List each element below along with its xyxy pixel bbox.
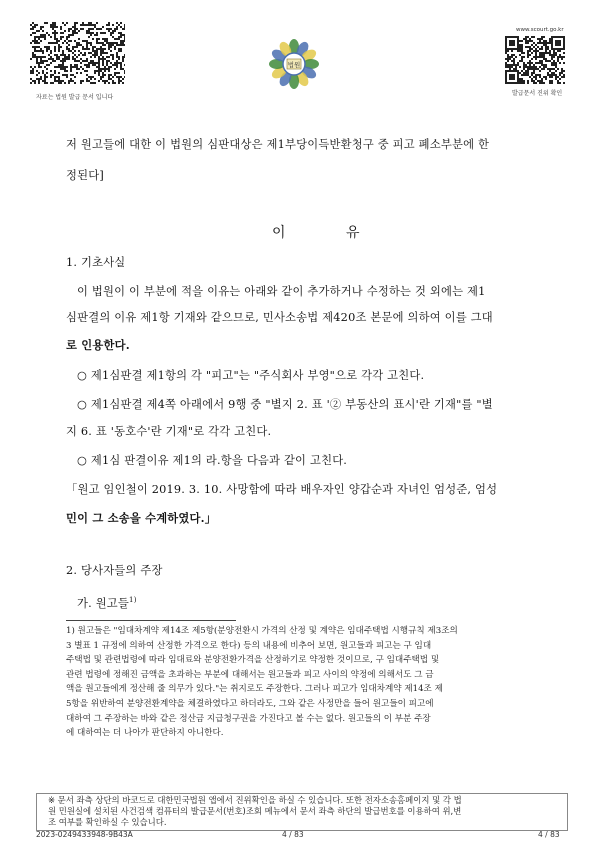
footnote-line: 1) 원고들은 "임대차계약 제14조 제5항(분양전환시 가격의 산정 및 계약은 임대주택법 시행규칙 제3조의: [66, 626, 458, 636]
footnote-line: 주택법 및 관련법령에 따라 임대료와 분양전환가격을 산정하기로 약정한 것이므로, 구 임대주택법 및: [66, 655, 440, 666]
barcode: [30, 22, 125, 84]
footnote-line: 5항을 위반하여 분양전환계약을 체결하였다고 하더라도, 그와 같은 사정만을 들어 원고들이 피고에: [66, 699, 434, 709]
bullet-3: ○ 제1심 판결이유 제1의 라.항을 다음과 같이 고친다.: [77, 454, 348, 467]
section-2-subtitle-text: 가. 원고들: [77, 596, 130, 610]
footnote-line: 3 별표 1 규정에 의하여 산정한 가격으로 한다) 등의 내용에 비추어 보면, 원고들과 피고는 구 임대: [66, 640, 432, 651]
section-1-title: 1. 기초사실: [66, 256, 126, 269]
section-2-title: 2. 당사자들의 주장: [66, 564, 163, 577]
page-number-center: 4 / 83: [282, 830, 304, 839]
qr-url: www.scourt.go.kr: [516, 27, 564, 33]
reason-heading: 이 유: [272, 225, 388, 241]
footnote-line: 관련 법령에 정해진 금액을 초과하는 부분에 대해서는 원고들과 피고 사이의 약정에 의해서도 그 금: [66, 669, 434, 680]
court-seal-icon: [263, 38, 325, 90]
section-1-paragraph-line-2: 심판결의 이유 제1항 기재와 같으므로, 민사소송법 제420조 본문에 의하여 이를 그대: [66, 311, 493, 324]
bullet-1: ○ 제1심판결 제1항의 각 "피고"는 "주식회사 부영"으로 각각 고친다.: [77, 369, 425, 382]
footnote-line: 대하여 그 주장하는 바와 같은 정산금 지급청구권을 가진다고 볼 수는 없다. 원고들의 이 부분 주장: [66, 713, 431, 724]
intro-line-2: 정된다]: [66, 169, 104, 182]
barcode-caption: 자료는 법원 발급 문서 입니다: [36, 94, 114, 101]
section-1-paragraph-line-3: 로 인용한다.: [66, 338, 130, 352]
issue-number: 2023-0249433948-9B43A: [36, 830, 133, 839]
footnote-divider: [66, 620, 236, 621]
seal-text: 법원: [287, 61, 301, 69]
notice-line-2: 원 민원실에 설치된 사건검색 컴퓨터의 발급문서(번호)조회 메뉴에서 문서 좌측 하단의 발급번호를 이용하여 위,변: [48, 806, 462, 816]
notice-line-1: ※ 문서 좌측 상단의 바코드로 대한민국법원 앱에서 진위확인을 하실 수 있습니다. 또한 전자소송홈페이지 및 각 법: [48, 795, 462, 805]
footnote-line: 액을 원고들에게 정산해 줄 의무가 있다."는 취지로도 주장한다. 그러나 피고가 임대차계약 제14조 제: [66, 684, 443, 695]
intro-line-1: 저 원고들에 대한 이 법원의 심판대상은 제1부당이득반환청구 중 피고 폐소부분에 한: [66, 138, 490, 151]
quote-line-2: 민이 그 소송을 수계하였다.」: [66, 511, 217, 525]
bullet-2-line-2: 지 6. 표 '동호수'란 기재"로 각각 고친다.: [66, 425, 272, 438]
section-1-paragraph-line-1: 이 법원이 이 부분에 적을 이유는 아래와 같이 추가하거나 수정하는 것 외에는 제1: [77, 285, 486, 298]
bullet-2-line-1: ○ 제1심판결 제4쪽 아래에서 9행 중 "별지 2. 표 '② 부동산의 표시'란 기재"를 "별: [77, 398, 493, 411]
qr-code: [505, 36, 565, 84]
footnote-reference: 1): [129, 596, 137, 604]
notice-line-3: 조 여부를 확인하실 수 있습니다.: [48, 817, 167, 827]
qr-caption: 발급문서 진위 확인: [512, 90, 563, 97]
barcode-graphic: [30, 22, 125, 84]
quote-line-1: 「원고 임인철이 2019. 3. 10. 사망함에 따라 배우자인 양갑순과 자녀인 엄성준, 엄성: [66, 483, 498, 496]
section-2-subtitle: [77, 593, 137, 611]
page-number-right: 4 / 83: [538, 830, 560, 839]
footnote-line: 에 대하여는 더 나아가 판단하지 아니한다.: [66, 728, 224, 739]
